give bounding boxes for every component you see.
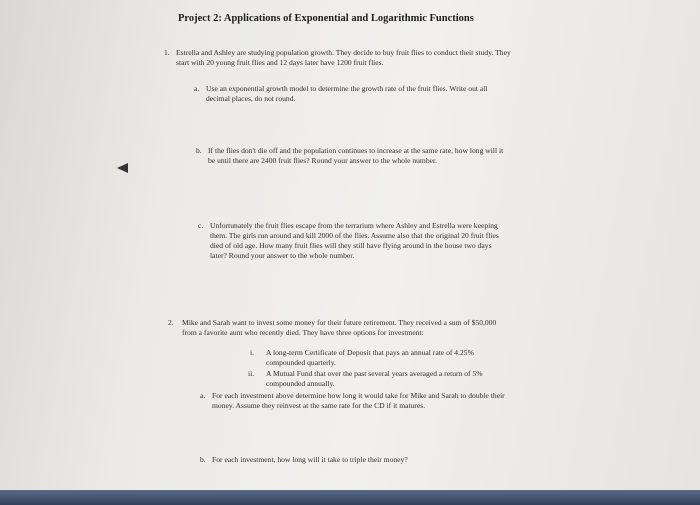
screen-bottom-strip	[0, 490, 700, 505]
q1b-text: If the flies don't die off and the population continues to increase at the same rate, how long will it be until there are 2400 fruit flies? Round your answer to the whole number.	[208, 146, 504, 165]
mouse-pointer-icon	[117, 163, 128, 173]
q2-option1-text: A long-term Certificate of Deposit that pays an annual rate of 4.25% compounded quarterly.	[266, 348, 474, 367]
q1-number: 1.	[164, 48, 170, 57]
q1b-label: b.	[196, 146, 202, 155]
q2-stem: Mike and Sarah want to invest some money for their future retirement. They received a sum of $50,000 from a favorite aunt who recently died. They have three options for investment:	[182, 318, 497, 337]
page-title: Project 2: Applications of Exponential and Logarithmic Functions	[178, 13, 474, 24]
q2-option1-label: i.	[250, 348, 255, 357]
q2-option2-text: A Mutual Fund that over the past several years averaged a return of 5% compounded annually.	[266, 369, 483, 388]
q1a-text: Use an exponential growth model to determine the growth rate of the fruit flies. Write out all decimal places, do not round.	[206, 84, 488, 103]
q2a-label: a.	[200, 391, 206, 400]
q2b-label: b.	[200, 455, 206, 464]
q2-option2-label: ii.	[248, 369, 255, 378]
q1-stem: Estrella and Ashley are studying population growth. They decide to buy fruit flies to conduct their study. They start with 20 young fruit flies and 12 days later have 1200 fruit flies.	[176, 48, 511, 67]
q1c-label: c.	[198, 221, 204, 230]
q2-number: 2.	[168, 318, 174, 327]
q1c-text: Unfortunately the fruit flies escape from the terrarium where Ashley and Estrella were keeping them. The girls run around and kill 2000 of the flies. Assume also that the original 20 fruit flies died of old age. How many fruit flies will they still have flying around in the house two days later? Round your answer to the whole number.	[210, 221, 499, 260]
q2a-text: For each investment above determine how long it would take for Mike and Sarah to double their money. Assume they reinvest at the same rate for the CD if it matures.	[212, 391, 505, 410]
q1a-label: a.	[194, 84, 200, 93]
q2b-text: For each investment, how long will it take to triple their money?	[212, 455, 408, 464]
